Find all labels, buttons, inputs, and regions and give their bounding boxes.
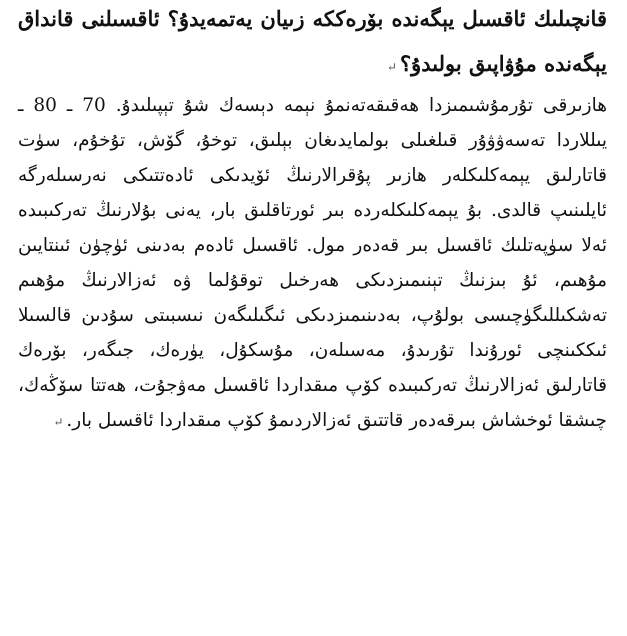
article-heading (0, 0, 627, 90)
body-return-icon: ↵ (53, 415, 64, 429)
article-body (0, 88, 627, 440)
heading-text: قانچىلىك ئاقسىل يېگەندە بۆرەككە زىيان يەتمەيدۇ؟ ئاقسىلنى قانداق يېگەندە مۇۋاپىق بولىدۇ؟ (18, 6, 607, 76)
heading-return-icon: ↵ (386, 60, 397, 74)
body-text: ھازىرقى تۇرمۇشىمىزدا ھەقىقەتەنمۇ نېمە دېسەك شۇ تېپىلىدۇ. 70 ـ 80 ـ يىللاردا تەسەۋۋۇر قىلغىلى بولمايدىغان بېلىق، توخۇ، گۆش، تۇخۇم، سۈت قاتارلىق يېمەكلىكلەر ھازىر پۇقرالارنىڭ ئۆيدىكى ئادەتتىكى نەرسىلەرگە ئايلىنىپ قالدى. بۇ يېمەكلىكلەردە بىر ئورتاقلىق بار، يەنى بۇلارنىڭ تەركىبىدە ئەلا سۈپەتلىك ئاقسىل بىر قەدەر مول. ئاقسىل ئادەم بەدىنى ئۈچۈن ئىنتايىن مۇھىم، ئۇ بىزنىڭ تېنىمىزدىكى ھەرخىل توقۇلما ۋە ئەزالارنىڭ مۇھىم تەشكىللىگۈچىسى بولۇپ، بەدىنىمىزدىكى ئىگىلىگەن نىسبىتى سۇدىن قالسىلا ئىككىنچى ئورۇندا تۇرىدۇ، مەسىلەن، مۇسكۇل، يۈرەك، جىگەر، بۆرەك قاتارلىق ئەزالارنىڭ تەركىبىدە كۆپ مىقداردا ئاقسىل مەۋجۇت، ھەتتا سۆڭەك، چىشقا ئوخشاش بىرقەدەر قاتتىق ئەزالاردىمۇ كۆپ مىقداردا ئاقسىل بار. (18, 95, 607, 431)
